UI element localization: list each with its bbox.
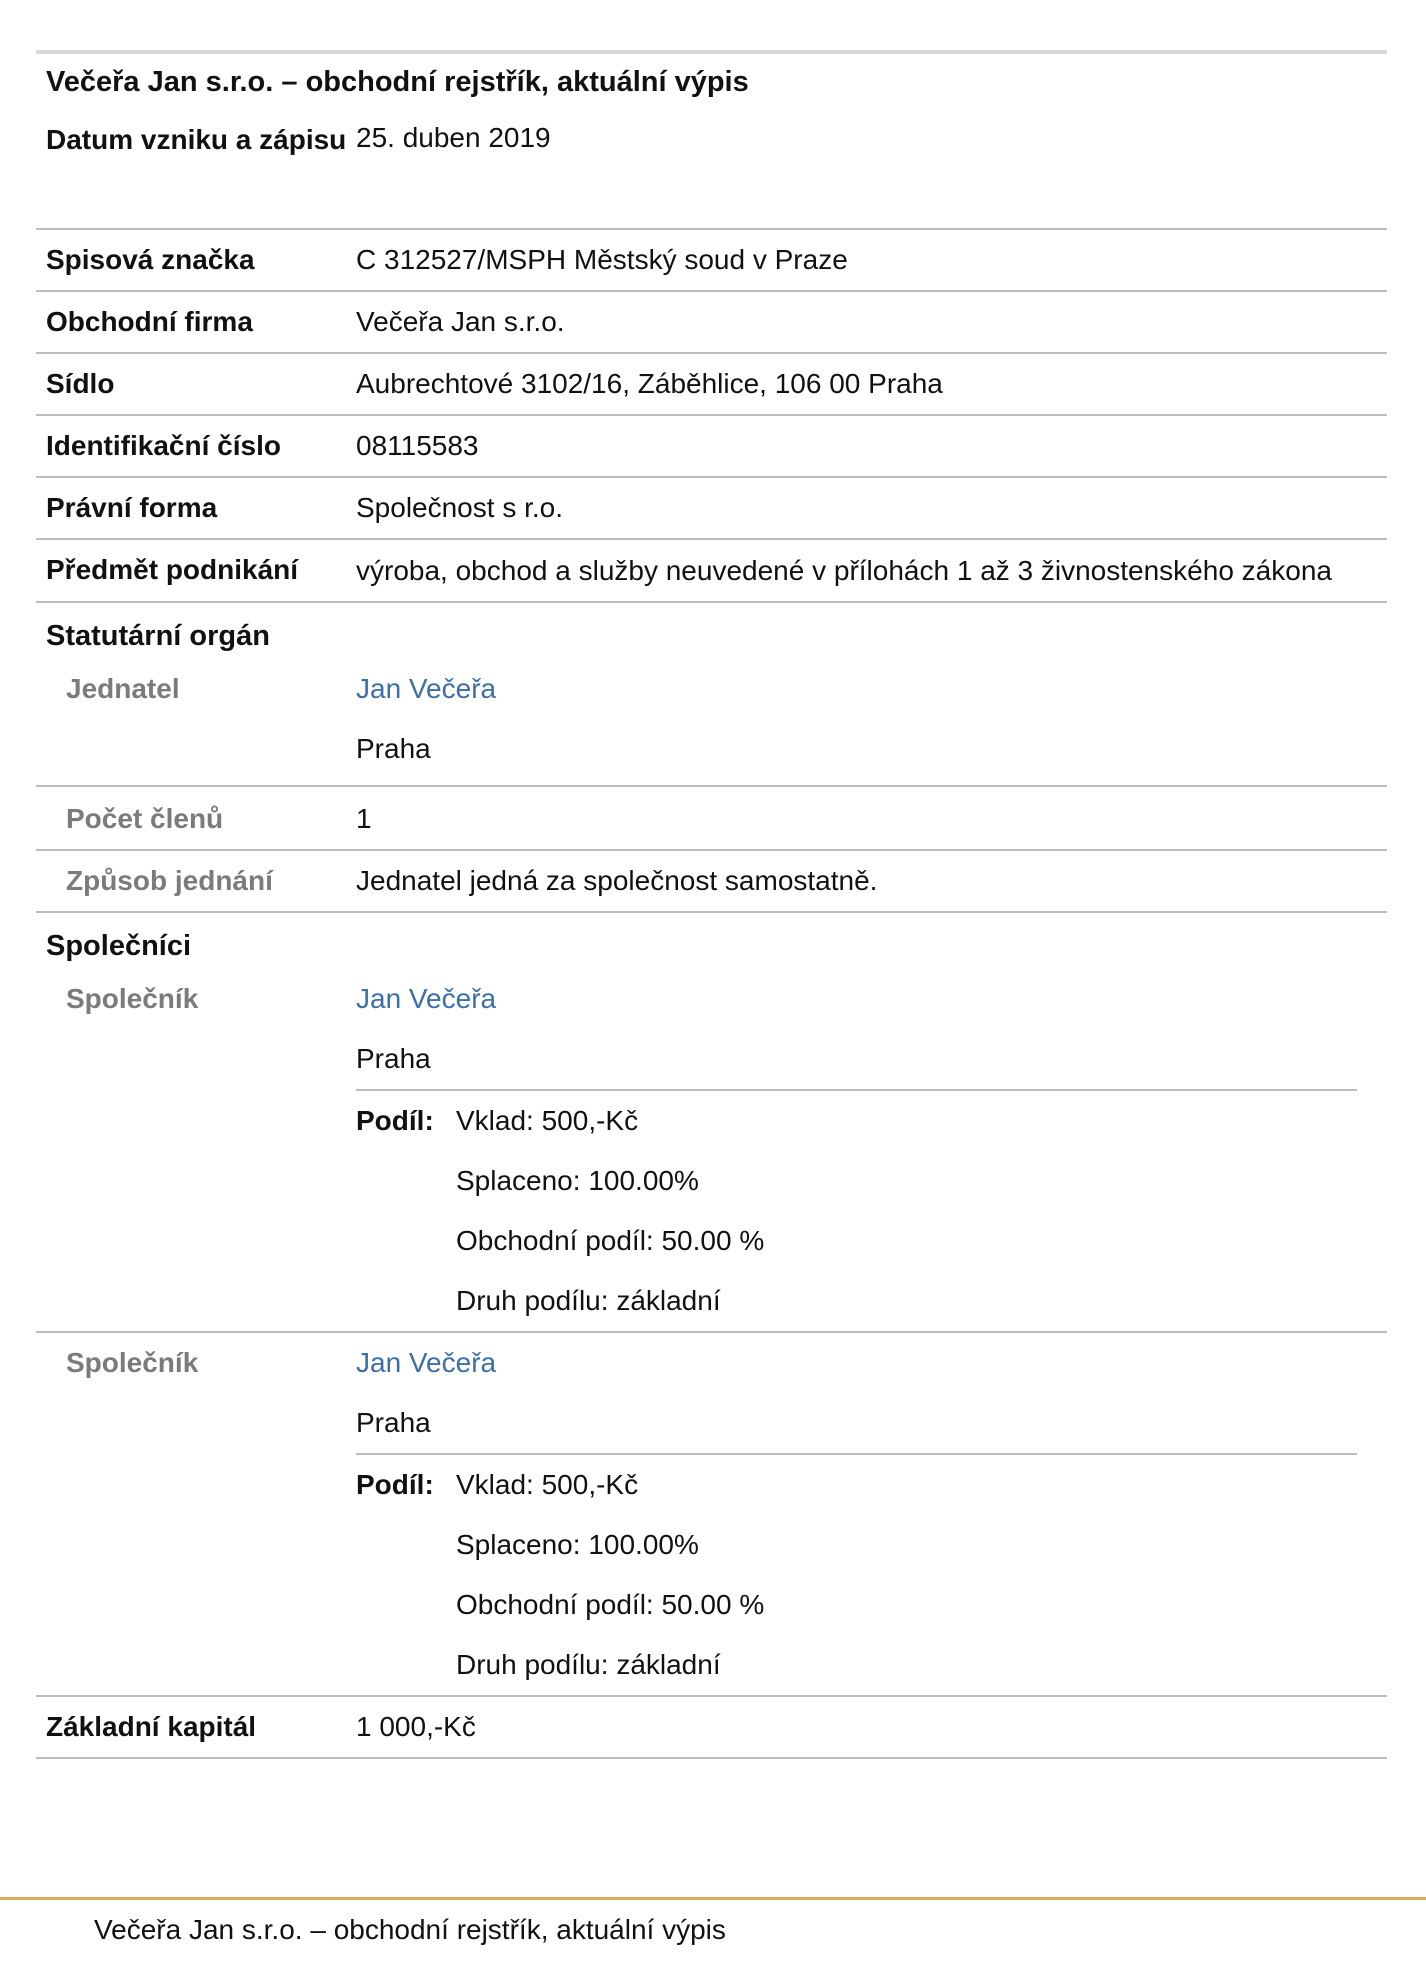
share-druh: Druh podílu: základní [456,1285,721,1316]
row-value: C 312527/MSPH Městský soud v Praze [356,244,848,275]
partner-name-link[interactable]: Jan Večeřa [356,983,497,1014]
row-firma [36,292,1387,354]
partner-entry [36,1333,1387,1697]
jednatel-city: Praha [356,733,431,764]
row-label: Spisová značka [46,244,255,275]
share-obchodni: Obchodní podíl: 50.00 % [456,1225,765,1256]
row-value: Večeřa Jan s.r.o. [356,306,565,337]
footer-divider [0,1897,1426,1900]
row-label: Obchodní firma [46,306,253,337]
row-value: 25. duben 2019 [356,122,551,153]
partner-label: Společník [66,983,199,1014]
row-value: 08115583 [356,430,479,461]
share-vklad: Vklad: 500,-Kč [456,1469,639,1500]
partner-city: Praha [356,1407,431,1438]
footer-caption: Večeřa Jan s.r.o. – obchodní rejstřík, aktuální výpis [94,1914,726,1945]
method-label: Způsob jednání [66,865,273,896]
method-value: Jednatel jedná za společnost samostatně. [356,865,878,896]
row-pravni-forma [36,478,1387,540]
row-predmet [36,540,1387,603]
statutory-count [36,787,1387,851]
share-druh: Druh podílu: základní [456,1649,721,1680]
share-splaceno: Splaceno: 100.00% [456,1165,699,1196]
row-datum [36,110,1387,230]
share-obchodni: Obchodní podíl: 50.00 % [456,1589,765,1620]
row-value: 1 000,-Kč [356,1711,476,1742]
partner-name-link[interactable]: Jan Večeřa [356,1347,497,1378]
count-value: 1 [356,803,372,834]
jednatel-name-link[interactable]: Jan Večeřa [356,673,497,704]
register-extract-card [36,50,1387,1759]
page-title: Večeřa Jan s.r.o. – obchodní rejstřík, aktuální výpis [46,66,749,98]
share-block [356,1455,1387,1695]
section-partners: Společníci [46,930,192,962]
share-label: Podíl: [356,1469,434,1500]
share-block [356,1091,1387,1331]
row-label: Sídlo [46,368,115,399]
row-value: Aubrechtové 3102/16, Záběhlice, 106 00 Praha [356,368,943,399]
row-value: Společnost s r.o. [356,492,564,523]
partner-city: Praha [356,1043,431,1074]
partner-label: Společník [66,1347,199,1378]
statutory-jednatel [36,659,1387,787]
jednatel-label: Jednatel [66,673,180,704]
share-splaceno: Splaceno: 100.00% [456,1529,699,1560]
partner-entry [36,969,1387,1333]
share-label: Podíl: [356,1105,434,1136]
row-label: Právní forma [46,492,218,523]
row-value: výroba, obchod a služby neuvedené v přílohách 1 až 3 živnostenského zákona [356,555,1332,586]
row-ico [36,416,1387,478]
row-capital [36,1697,1387,1759]
row-label: Datum vzniku a zápisu [46,124,347,155]
row-sidlo [36,354,1387,416]
count-label: Počet členů [66,803,224,834]
row-label: Předmět podnikání [46,554,299,585]
row-label: Základní kapitál [46,1711,257,1742]
statutory-method [36,851,1387,913]
section-statutory: Statutární orgán [46,620,270,652]
row-spisova [36,230,1387,292]
share-vklad: Vklad: 500,-Kč [456,1105,639,1136]
row-label: Identifikační číslo [46,430,281,461]
